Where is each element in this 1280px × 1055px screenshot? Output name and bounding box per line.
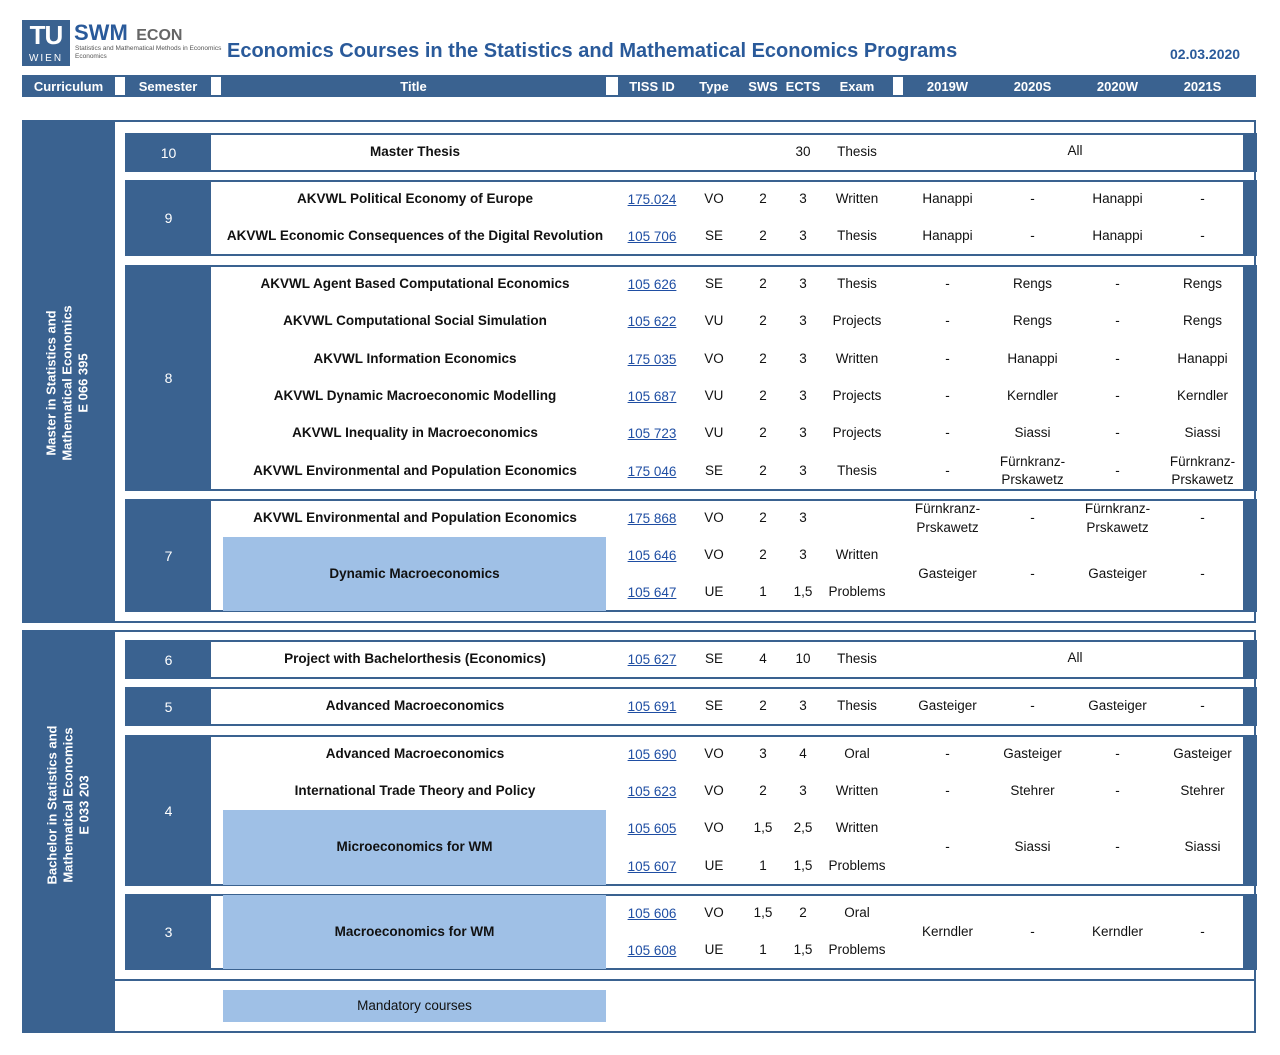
tiss-link[interactable]: 105 626 xyxy=(627,277,677,292)
sws: 1 xyxy=(759,584,767,600)
ects: 3 xyxy=(799,783,807,799)
course-title: Advanced Macroeconomics xyxy=(325,698,505,714)
exam: Thesis xyxy=(837,462,877,478)
term-2021s: Rengs xyxy=(1182,313,1223,329)
col-2020w: 2020W xyxy=(1096,78,1139,94)
exam: Oral xyxy=(844,905,870,921)
semester-3: 3 xyxy=(126,895,211,969)
term-2020w: Gasteiger xyxy=(1088,698,1147,714)
term-2020w: - xyxy=(1115,462,1120,478)
term-2020s: - xyxy=(1030,191,1035,207)
exam: Oral xyxy=(844,746,870,762)
course-title: International Trade Theory and Policy xyxy=(294,783,536,799)
term-2020w: - xyxy=(1115,388,1120,404)
term-2020s: Gasteiger xyxy=(1003,746,1062,762)
term-2021s: Rengs xyxy=(1182,276,1223,292)
tiss-link[interactable]: 175 035 xyxy=(627,352,677,367)
type: SE xyxy=(704,276,723,292)
semester-8: 8 xyxy=(126,266,211,490)
type: VU xyxy=(704,313,724,329)
logo-wien: WIEN xyxy=(28,52,64,64)
course-title: AKVWL Information Economics xyxy=(313,351,517,367)
term-2019w: Gasteiger xyxy=(918,565,977,581)
term-2020s: Fürnkranz- Prskawetz xyxy=(999,453,1066,487)
term-2021s: Gasteiger xyxy=(1173,746,1232,762)
tiss-link[interactable]: 105 687 xyxy=(627,389,677,404)
course-title: Microeconomics for WM xyxy=(336,839,493,855)
type: VU xyxy=(704,425,724,441)
all-terms: All xyxy=(1067,650,1083,666)
type: VO xyxy=(704,547,724,563)
term-2020w: Gasteiger xyxy=(1088,565,1147,581)
term-2019w: - xyxy=(945,313,950,329)
logo-econ: ECON xyxy=(136,27,183,44)
term-2020s: Siassi xyxy=(1014,839,1051,855)
sws: 2 xyxy=(759,313,767,329)
sws: 2 xyxy=(759,510,767,526)
col-2021s: 2021S xyxy=(1183,78,1222,94)
course-title: AKVWL Environmental and Population Economics xyxy=(253,510,577,526)
course-title: AKVWL Agent Based Computational Economics xyxy=(260,276,570,292)
ects: 3 xyxy=(799,698,807,714)
ects: 3 xyxy=(799,388,807,404)
col-title: Title xyxy=(400,78,427,94)
page-title: Economics Courses in the Statistics and Mathematical Economics Programs xyxy=(227,40,958,62)
exam: Problems xyxy=(828,942,886,958)
type: VO xyxy=(704,820,724,836)
master-program-name: Master in Statistics and Mathematical Economics E 066 395 xyxy=(43,305,91,461)
ects: 3 xyxy=(799,351,807,367)
term-2021s: - xyxy=(1200,510,1205,526)
exam: Thesis xyxy=(837,698,877,714)
semester-7: 7 xyxy=(126,500,211,611)
term-2021s: Hanappi xyxy=(1177,351,1228,367)
term-2019w: - xyxy=(945,839,950,855)
tiss-link[interactable]: 105 605 xyxy=(627,821,677,836)
type: SE xyxy=(704,228,723,244)
ects: 1,5 xyxy=(793,942,813,958)
semester-6: 6 xyxy=(126,641,211,678)
sws: 1 xyxy=(759,858,767,874)
ects: 1,5 xyxy=(793,584,813,600)
tiss-link[interactable]: 105 606 xyxy=(627,906,677,921)
col-curriculum: Curriculum xyxy=(33,78,104,94)
course-title: Dynamic Macroeconomics xyxy=(329,565,500,581)
term-2020s: Rengs xyxy=(1012,276,1053,292)
col-2019w: 2019W xyxy=(926,78,969,94)
tiss-link[interactable]: 175 046 xyxy=(627,463,677,479)
sws: 4 xyxy=(759,651,767,667)
exam: Projects xyxy=(832,388,882,404)
term-2021s: - xyxy=(1200,923,1205,939)
bachelor-program-name: Bachelor in Statistics and Mathematical Economics E 033 203 xyxy=(44,725,91,885)
semester-4: 4 xyxy=(126,736,211,885)
exam: Written xyxy=(835,547,879,563)
col-sws: SWS xyxy=(748,78,778,94)
sws: 2 xyxy=(759,388,767,404)
term-2020w: - xyxy=(1115,313,1120,329)
type: VO xyxy=(704,746,724,762)
tiss-link[interactable]: 105 646 xyxy=(627,548,677,563)
sws: 2 xyxy=(759,425,767,441)
term-2020s: - xyxy=(1030,923,1035,939)
exam: Projects xyxy=(832,313,882,329)
ects: 3 xyxy=(799,510,807,526)
date: 02.03.2020 xyxy=(1170,46,1241,62)
course-title: AKVWL Political Economy of Europe xyxy=(296,191,534,207)
ects: 1,5 xyxy=(793,858,813,874)
term-2020s: Siassi xyxy=(1014,425,1051,441)
ects: 3 xyxy=(799,191,807,207)
term-2019w: - xyxy=(945,276,950,292)
ects: 3 xyxy=(799,276,807,292)
tiss-link[interactable]: 105 691 xyxy=(627,699,677,714)
ects: 4 xyxy=(799,746,807,762)
sws: 2 xyxy=(759,276,767,292)
term-2019w: Hanappi xyxy=(922,191,973,207)
ects: 3 xyxy=(799,462,807,478)
type: VO xyxy=(704,510,724,526)
type: SE xyxy=(704,462,723,478)
logo-swm: SWM xyxy=(74,20,128,45)
sws: 2 xyxy=(759,228,767,244)
logo xyxy=(22,19,222,66)
ects: 3 xyxy=(799,547,807,563)
term-2019w: Fürnkranz- Prskawetz xyxy=(914,501,981,535)
term-2020w: - xyxy=(1115,839,1120,855)
sws: 2 xyxy=(759,351,767,367)
term-2021s: Siassi xyxy=(1184,839,1221,855)
ects: 10 xyxy=(795,651,811,667)
course-title: AKVWL Environmental and Population Economics xyxy=(253,462,577,478)
type: VO xyxy=(704,783,724,799)
exam: Written xyxy=(835,783,879,799)
term-2020w: Hanappi xyxy=(1092,191,1143,207)
tiss-link[interactable]: 105 723 xyxy=(627,426,677,441)
sws: 3 xyxy=(759,746,767,762)
term-2019w: - xyxy=(945,388,950,404)
type: UE xyxy=(704,584,724,600)
ects: 3 xyxy=(799,228,807,244)
semester-10: 10 xyxy=(126,134,211,171)
course-title: Advanced Macroeconomics xyxy=(325,746,505,762)
exam: Thesis xyxy=(837,651,877,667)
course-title: Master Thesis xyxy=(369,144,461,160)
exam: Problems xyxy=(828,584,886,600)
term-2019w: - xyxy=(945,425,950,441)
term-2020w: - xyxy=(1115,783,1120,799)
exam: Written xyxy=(835,820,879,836)
term-2020w: Hanappi xyxy=(1092,228,1143,244)
col-tiss-id: TISS ID xyxy=(629,78,675,94)
legend-mandatory: Mandatory courses xyxy=(223,990,606,1022)
term-2019w: Hanappi xyxy=(922,228,973,244)
term-2020w: - xyxy=(1115,276,1120,292)
tiss-link[interactable]: 105 647 xyxy=(627,585,677,600)
logo-subtitle: Statistics and Mathematical Methods in Economics xyxy=(75,45,222,52)
sws: 2 xyxy=(759,698,767,714)
term-2020w: - xyxy=(1115,746,1120,762)
semester-9: 9 xyxy=(126,181,211,255)
course-title: AKVWL Economic Consequences of the Digital Revolution xyxy=(226,228,604,244)
col-2020s: 2020S xyxy=(1013,78,1052,94)
term-2020s: Kerndler xyxy=(1006,388,1059,404)
col-exam: Exam xyxy=(839,78,875,94)
course-title: Macroeconomics for WM xyxy=(334,923,495,939)
term-2020w: Fürnkranz- Prskawetz xyxy=(1084,501,1151,535)
tiss-link[interactable]: 105 622 xyxy=(627,314,677,329)
exam: Problems xyxy=(828,858,886,874)
course-title: AKVWL Inequality in Macroeconomics xyxy=(292,425,538,441)
term-2021s: - xyxy=(1200,565,1205,581)
term-2019w: - xyxy=(945,462,950,478)
all-terms: All xyxy=(1067,143,1083,159)
tiss-link[interactable]: 175.024 xyxy=(627,192,677,207)
term-2021s: Kerndler xyxy=(1176,388,1229,404)
term-2021s: - xyxy=(1200,698,1205,714)
exam: Written xyxy=(835,351,879,367)
tiss-link[interactable]: 105 608 xyxy=(627,943,677,958)
term-2020s: - xyxy=(1030,510,1035,526)
term-2021s: - xyxy=(1200,191,1205,207)
logo-subtitle-2: Economics xyxy=(75,53,107,60)
course-title: AKVWL Computational Social Simulation xyxy=(283,313,547,329)
term-2019w: Gasteiger xyxy=(918,698,977,714)
course-title: Project with Bachelorthesis (Economics) xyxy=(284,651,546,667)
term-2020s: - xyxy=(1030,228,1035,244)
ects: 2,5 xyxy=(793,820,813,836)
course-title: AKVWL Dynamic Macroeconomic Modelling xyxy=(273,388,557,404)
type: SE xyxy=(704,698,723,714)
exam: Thesis xyxy=(837,276,877,292)
exam: Thesis xyxy=(837,144,877,160)
tiss-link[interactable]: 105 623 xyxy=(627,784,677,799)
term-2020w: - xyxy=(1115,351,1120,367)
sws: 1,5 xyxy=(753,820,773,836)
type: VU xyxy=(704,388,724,404)
type: UE xyxy=(704,942,724,958)
term-2020w: - xyxy=(1115,425,1120,441)
sws: 2 xyxy=(759,191,767,207)
tiss-link[interactable]: 105 627 xyxy=(627,652,677,667)
type: UE xyxy=(704,858,724,874)
sws: 2 xyxy=(759,547,767,563)
type: SE xyxy=(704,651,723,667)
ects: 30 xyxy=(795,144,811,160)
col-ects: ECTS xyxy=(785,78,821,94)
tiss-link[interactable]: 175 868 xyxy=(627,511,677,526)
sws: 1 xyxy=(759,942,767,958)
type: VO xyxy=(704,351,724,367)
term-2020s: - xyxy=(1030,565,1035,581)
col-type: Type xyxy=(699,78,729,94)
exam: Written xyxy=(835,191,879,207)
ects: 2 xyxy=(799,905,807,921)
exam: Thesis xyxy=(837,228,877,244)
term-2020s: - xyxy=(1030,698,1035,714)
sws: 2 xyxy=(759,462,767,478)
term-2021s: Siassi xyxy=(1184,425,1221,441)
tiss-link[interactable]: 105 690 xyxy=(627,747,677,762)
ects: 3 xyxy=(799,313,807,329)
semester-5: 5 xyxy=(126,688,211,725)
type: VO xyxy=(704,191,724,207)
sws: 1,5 xyxy=(753,905,773,921)
tiss-link[interactable]: 105 607 xyxy=(627,859,677,874)
exam: Projects xyxy=(832,425,882,441)
ects: 3 xyxy=(799,425,807,441)
logo-tu: TU xyxy=(29,19,63,50)
sws: 2 xyxy=(759,783,767,799)
term-2019w: - xyxy=(945,746,950,762)
col-semester: Semester xyxy=(138,78,198,94)
term-2020s: Rengs xyxy=(1012,313,1053,329)
term-2020s: Stehrer xyxy=(1010,783,1055,799)
term-2019w: - xyxy=(945,783,950,799)
term-2021s: - xyxy=(1200,228,1205,244)
term-2020s: Hanappi xyxy=(1007,351,1058,367)
tiss-link[interactable]: 105 706 xyxy=(627,229,677,244)
term-2019w: - xyxy=(945,351,950,367)
term-2019w: Kerndler xyxy=(921,923,974,939)
term-2021s: Fürnkranz- Prskawetz xyxy=(1169,453,1236,487)
term-2021s: Stehrer xyxy=(1180,783,1225,799)
type: VO xyxy=(704,905,724,921)
term-2020w: Kerndler xyxy=(1091,923,1144,939)
